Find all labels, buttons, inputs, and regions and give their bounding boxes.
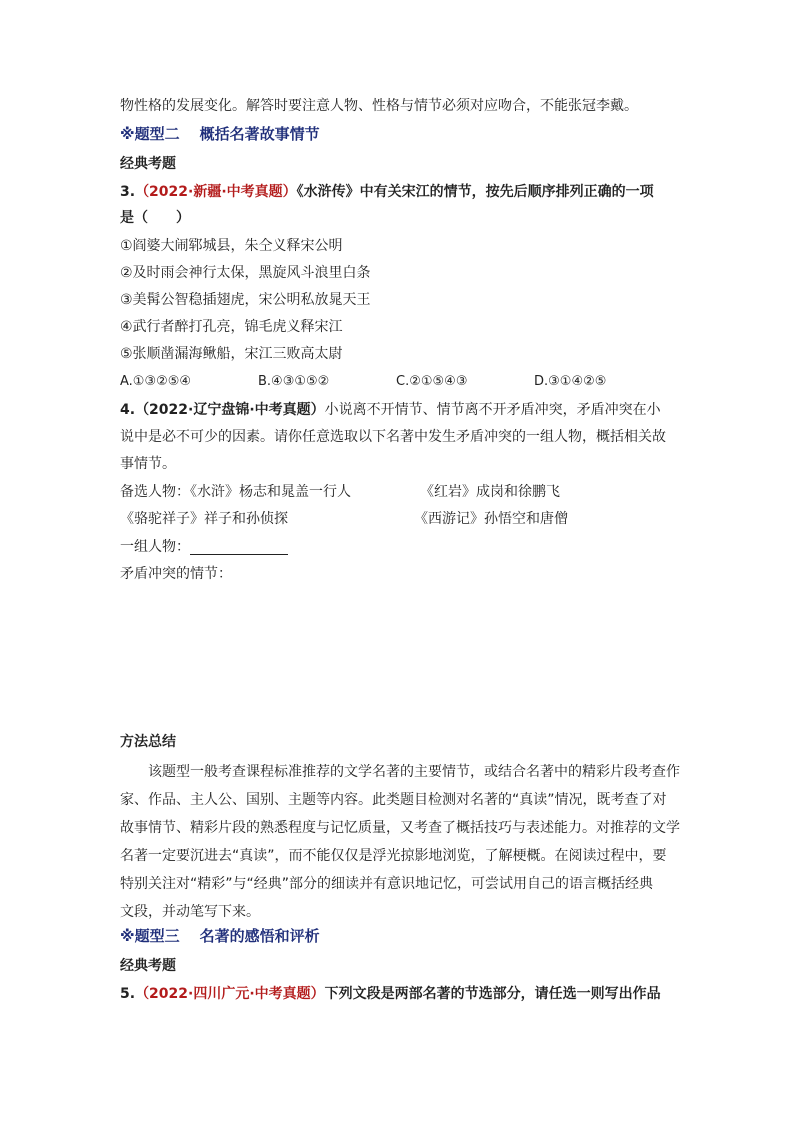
group-answer-line (120, 537, 288, 557)
question-5-number: 5. (120, 986, 136, 1002)
type2-marker: ※题型二 (120, 125, 180, 143)
question-3-item-5: ⑤张顺凿漏海鳅船，宋江三败高太尉 (120, 346, 343, 362)
candidate-water-margin: 备选人物：《水浒》杨志和晁盖一行人 (120, 484, 351, 500)
question-3-number: 3. (120, 184, 136, 200)
candidate-camel-xiangzi: 《骆驼祥子》祥子和孙侦探 (120, 511, 288, 527)
question-4-source: （2022·辽宁盘锦·中考真题） (135, 402, 325, 418)
candidate-red-crag: 《红岩》成岗和徐鹏飞 (420, 484, 560, 500)
method-summary-label: 方法总结 (120, 734, 176, 750)
question-4-stem (120, 400, 661, 420)
question-3-stem (120, 182, 654, 202)
section-heading-type3 (120, 926, 320, 946)
question-3-item-1: ①阎婆大闹郓城县，朱仝义释宋公明 (120, 238, 343, 254)
candidate-journey-west: 《西游记》孙悟空和唐僧 (414, 511, 568, 527)
question-3-source: （2022·新疆·中考真题） (135, 184, 297, 200)
method-summary-paragraph (120, 758, 680, 926)
method-line-6: 文段，并动笔写下来。 (120, 904, 260, 920)
question-3-item-2: ②及时雨会神行太保，黑旋风斗浪里白条 (120, 265, 371, 281)
option-c[interactable]: C.②①⑤④③ (396, 374, 468, 389)
method-line-2: 家、作品、主人公、国别、主题等内容。此类题目检测对名著的“真读”情况，既考查了对 (120, 792, 667, 808)
intro-tail-text: 物性格的发展变化。解答时要注意人物、性格与情节必须对应吻合，不能张冠李戴。 (120, 98, 638, 114)
question-3-options (120, 372, 606, 392)
question-3-item-3: ③美髯公智稳插翅虎，宋公明私放晁天王 (120, 292, 371, 308)
classic-questions-label-1: 经典考题 (120, 156, 176, 172)
question-5-source: （2022·四川广元·中考真题） (135, 986, 325, 1002)
question-4-line2: 说中是必不可少的因素。请你任意选取以下名著中发生矛盾冲突的一组人物，概括相关故 (120, 429, 666, 445)
option-b[interactable]: B.④③①⑤② (258, 374, 330, 389)
group-label: 一组人物： (120, 539, 190, 555)
question-4-number: 4. (120, 402, 136, 418)
question-3-stem-line2: 是（ ） (120, 210, 190, 226)
method-line-1: 该题型一般考查课程标准推荐的文学名著的主要情节，或结合名著中的精彩片段考查作 (148, 764, 680, 780)
question-3-item-4: ④武行者醉打孔亮，锦毛虎义释宋江 (120, 319, 343, 335)
group-answer-blank[interactable] (190, 540, 288, 555)
plot-label: 矛盾冲突的情节： (120, 566, 232, 582)
candidates-row-1 (120, 482, 560, 502)
method-line-3: 故事情节、精彩片段的熟悉程度与记忆质量，又考查了概括技巧与表述能力。对推荐的文学 (120, 820, 680, 836)
type2-title: 概括名著故事情节 (199, 125, 320, 143)
method-line-4: 名著一定要沉进去“真读”，而不能仅仅是浮光掠影地浏览，了解梗概。在阅读过程中，要 (120, 848, 667, 864)
option-d[interactable]: D.③①④②⑤ (534, 374, 607, 389)
question-3-text: 《水浒传》中有关宋江的情节，按先后顺序排列正确的一项 (296, 184, 654, 200)
classic-questions-label-2: 经典考题 (120, 958, 176, 974)
option-a[interactable]: A.①③②⑤④ (120, 374, 192, 389)
section-heading-type2 (120, 124, 320, 144)
question-4-line3: 事情节。 (120, 456, 176, 472)
question-5-text: 下列文段是两部名著的节选部分，请任选一则写出作品 (324, 986, 661, 1002)
question-4-line1: 小说离不开情节、情节离不开矛盾冲突，矛盾冲突在小 (324, 402, 661, 418)
type3-title: 名著的感悟和评析 (199, 927, 320, 945)
type3-marker: ※题型三 (120, 927, 180, 945)
question-5-stem (120, 984, 661, 1004)
method-line-5: 特别关注对“精彩”与“经典”部分的细读并有意识地记忆，可尝试用自己的语言概括经典 (120, 876, 654, 892)
candidates-row-2 (120, 509, 568, 529)
